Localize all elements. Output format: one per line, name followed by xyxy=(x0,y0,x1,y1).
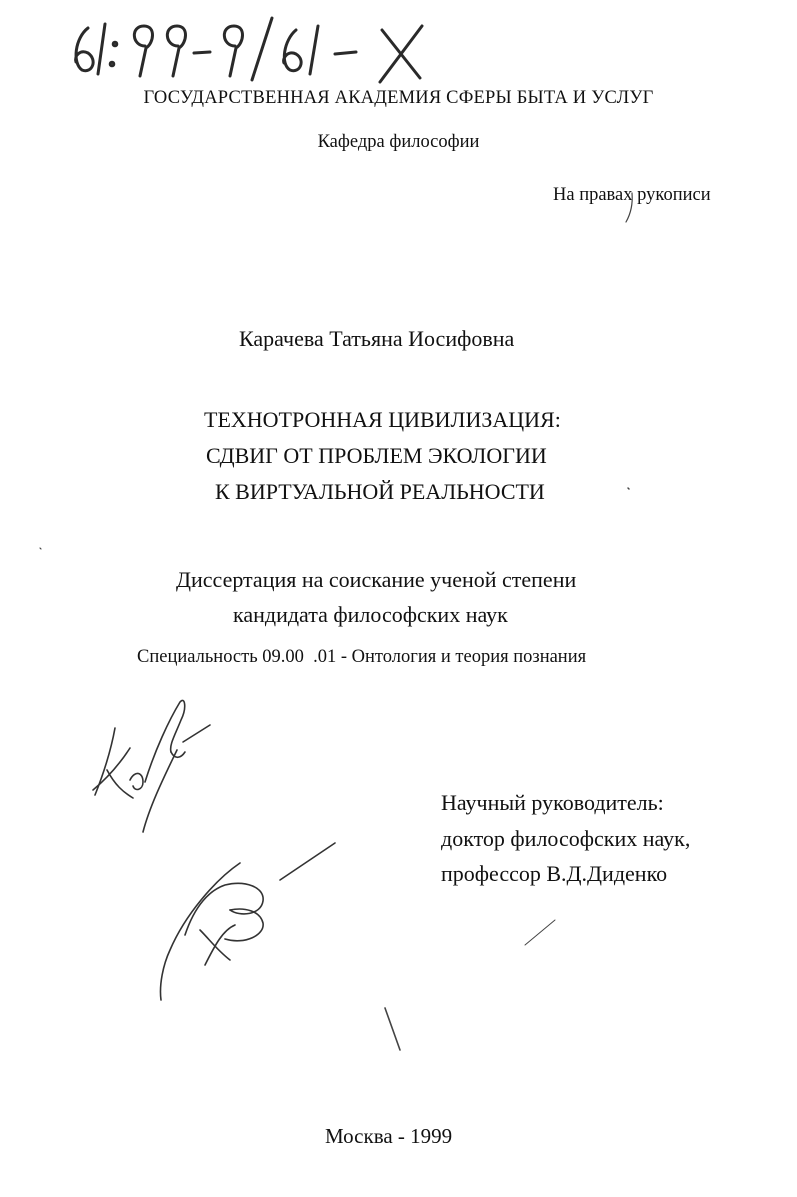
title-line: СДВИГ ОТ ПРОБЛЕМ ЭКОЛОГИИ xyxy=(206,443,547,468)
degree-line: кандидата философских наук xyxy=(233,602,508,627)
manuscript-note: На правах рукописи xyxy=(553,185,711,205)
supervisor-name: профессор В.Д.Диденко xyxy=(441,861,668,886)
supervisor-label: Научный руководитель: xyxy=(441,790,664,815)
department-name: Кафедра философии xyxy=(317,132,480,152)
degree-line: Диссертация на соискание ученой степени xyxy=(176,567,577,592)
institution-name: ГОСУДАРСТВЕННАЯ АКАДЕМИЯ СФЕРЫ БЫТА И УСЛУГ xyxy=(143,88,654,108)
signature-icon xyxy=(85,690,215,840)
title-line: ТЕХНОТРОННАЯ ЦИВИЛИЗАЦИЯ: xyxy=(204,407,561,432)
handwritten-archive-number-icon xyxy=(60,8,480,98)
title-line: К ВИРТУАЛЬНОЙ РЕАЛЬНОСТИ xyxy=(215,479,545,504)
signature-icon xyxy=(145,835,340,1010)
place-year: Москва - 1999 xyxy=(325,1124,453,1148)
supervisor-degree: доктор философских наук, xyxy=(441,826,691,851)
author-name: Карачева Татьяна Иосифовна xyxy=(239,326,515,351)
specialty: Специальность 09.00 .01 - Онтология и теория познания xyxy=(137,647,587,667)
